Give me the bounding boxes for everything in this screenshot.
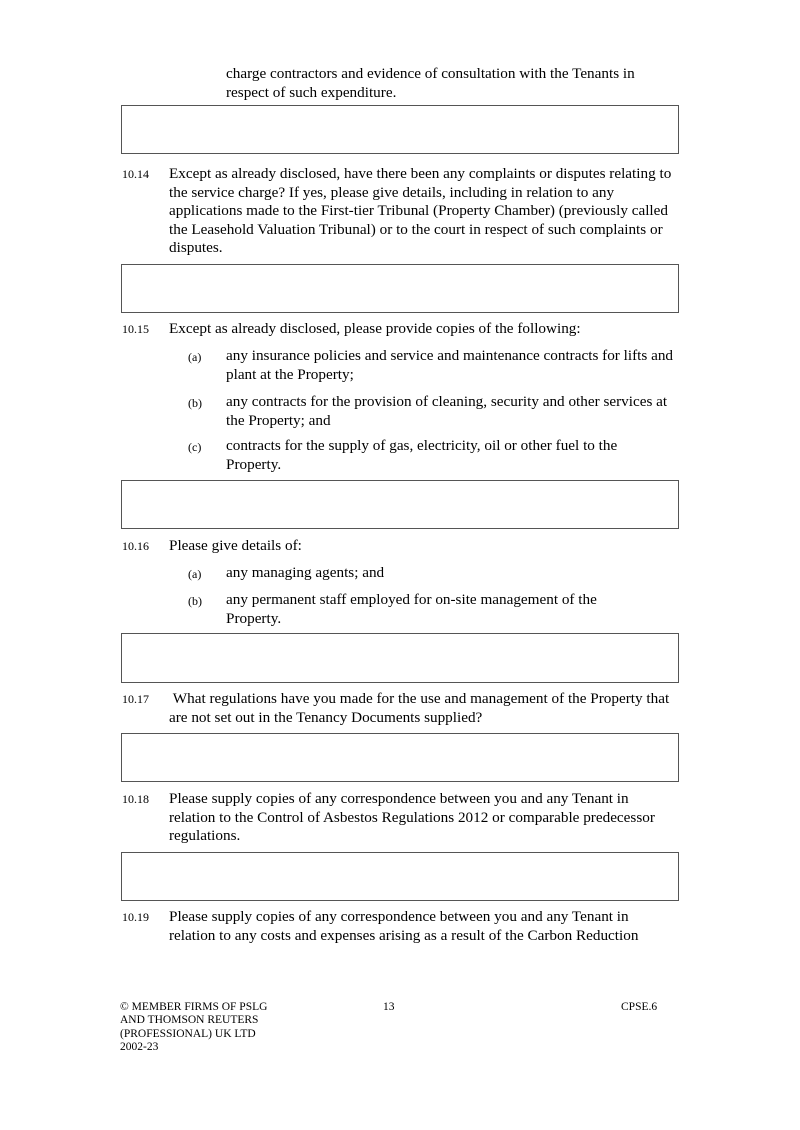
list-label-10-16-b: (b) bbox=[188, 594, 202, 608]
footer-copyright-line-4: 2002-23 bbox=[120, 1041, 159, 1054]
question-text-10-14: Except as already disclosed, have there been any complaints or disputes relating to the service charge? If yes, please give details, including in relation to any applications made to the First-tier Tribunal (Property Chamber) (previously called the Leasehold Valuation Tribunal) or to the court in respect of such complaints or disputes. bbox=[169, 165, 672, 257]
answer-box-10-18[interactable] bbox=[121, 852, 679, 901]
question-text-10-18: Please supply copies of any correspondence between you and any Tenant in relation to the Control of Asbestos Regulations 2012 or comparable predecessor regulations. bbox=[169, 790, 655, 845]
list-item-10-15-b: any contracts for the provision of cleaning, security and other services at the Property; and bbox=[226, 393, 668, 429]
answer-box-10-17[interactable] bbox=[121, 733, 679, 782]
list-label-10-15-b: (b) bbox=[188, 396, 202, 410]
question-number-10-16: 10.16 bbox=[122, 539, 149, 553]
footer-copyright-line-3: (PROFESSIONAL) UK LTD bbox=[120, 1027, 256, 1040]
answer-box-10-16[interactable] bbox=[121, 633, 679, 683]
question-text-10-19: Please supply copies of any correspondence between you and any Tenant in relation to any costs and expenses arising as a result of the Carbon Reduction bbox=[169, 908, 639, 944]
question-number-10-15: 10.15 bbox=[122, 322, 149, 336]
list-label-10-15-c: (c) bbox=[188, 440, 202, 454]
question-text-10-15: Except as already disclosed, please provide copies of the following: bbox=[169, 320, 581, 337]
question-text-10-16: Please give details of: bbox=[169, 537, 302, 554]
question-number-10-17: 10.17 bbox=[122, 692, 149, 706]
list-item-10-16-a: any managing agents; and bbox=[226, 564, 385, 581]
answer-box-10-15[interactable] bbox=[121, 480, 679, 529]
question-text-10-17: What regulations have you made for the use and management of the Property that are not set out in the Tenancy Documents supplied? bbox=[169, 690, 673, 726]
list-label-10-16-a: (a) bbox=[188, 567, 202, 581]
list-item-10-15-a: any insurance policies and service and maintenance contracts for lifts and plant at the Property; bbox=[226, 347, 674, 383]
footer-page-number: 13 bbox=[383, 1001, 395, 1013]
footer-doc-code: CPSE.6 bbox=[621, 1001, 658, 1013]
answer-box-10-13[interactable] bbox=[121, 105, 679, 154]
footer-copyright-line-2: AND THOMSON REUTERS bbox=[120, 1014, 259, 1027]
footer-copyright-line-1: © MEMBER FIRMS OF PSLG bbox=[120, 1001, 268, 1013]
list-item-10-16-b: any permanent staff employed for on-site management of the Property. bbox=[226, 591, 597, 627]
list-label-10-15-a: (a) bbox=[188, 350, 202, 364]
continuation-text: charge contractors and evidence of consultation with the Tenants in respect of such expenditure. bbox=[226, 65, 635, 101]
list-item-10-15-c: contracts for the supply of gas, electricity, oil or other fuel to the Property. bbox=[226, 437, 618, 473]
answer-box-10-14[interactable] bbox=[121, 264, 679, 313]
question-number-10-14: 10.14 bbox=[122, 167, 149, 181]
question-number-10-18: 10.18 bbox=[122, 792, 149, 806]
footer-copyright bbox=[120, 1001, 320, 1055]
question-number-10-19: 10.19 bbox=[122, 910, 149, 924]
